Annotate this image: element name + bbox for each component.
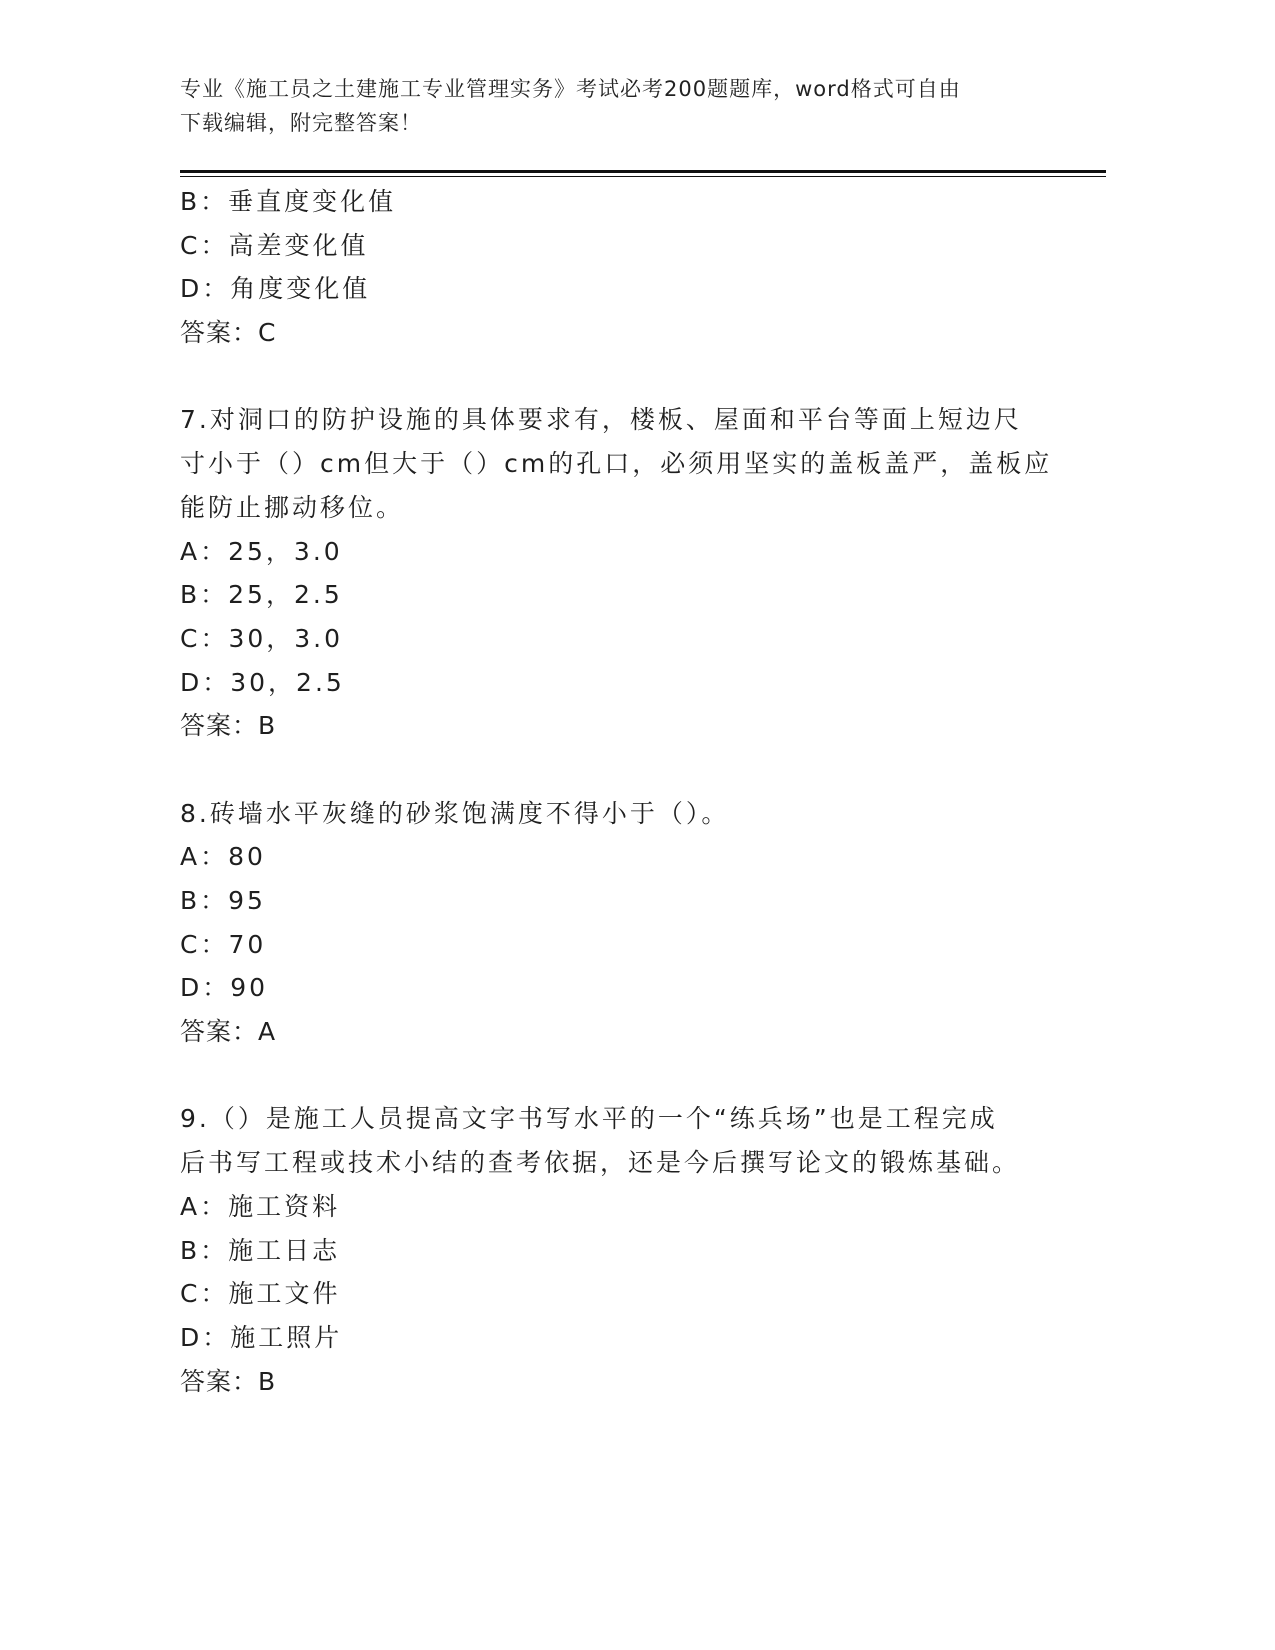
question-text-line: 9.（）是施工人员提高文字书写水平的一个“练兵场”也是工程完成 [180,1104,998,1134]
header-rule-thin [180,176,1106,177]
question-text-line: 能防止挪动移位。 [180,492,405,522]
question-text-line: 后书写工程或技术小结的查考依据，还是今后撰写论文的锻炼基础。 [180,1148,1021,1178]
option-a: A：25，3.0 [180,536,343,566]
option-c: C：高差变化值 [180,230,369,260]
question-block-7 [180,398,1080,748]
document-header [180,72,1080,140]
option-b: B：95 [180,886,266,915]
spacer [180,1054,1080,1098]
option-d: D：施工照片 [180,1322,343,1352]
option-d: D：角度变化值 [180,274,371,304]
question-text-line: 7.对洞口的防护设施的具体要求有，楼板、屋面和平台等面上短边尺 [180,405,1022,435]
header-line-1: 专业《施工员之土建施工专业管理实务》考试必考200题题库，word格式可自由 [180,77,961,101]
answer-label: 答案：B [180,1366,277,1396]
option-c: C：施工文件 [180,1279,341,1309]
option-b: B：垂直度变化值 [180,187,397,216]
option-a: A：80 [180,842,266,872]
option-a: A：施工资料 [180,1191,341,1221]
header-rule-thick [180,170,1106,173]
header-line-2: 下载编辑，附完整答案！ [180,111,422,135]
spacer [180,355,1080,399]
answer-label: 答案：A [180,1017,277,1047]
question-text-line: 寸小于（）cm但大于（）cm的孔口，必须用坚实的盖板盖严，盖板应 [180,449,1053,479]
option-c: C：30，3.0 [180,623,344,653]
spacer [180,748,1080,792]
question-block-8 [180,792,1080,1054]
option-c: C：70 [180,929,267,959]
option-d: D：30，2.5 [180,667,345,697]
question-block-6-tail [180,180,1080,355]
question-text-line: 8.砖墙水平灰缝的砂浆饱满度不得小于（）。 [180,798,730,828]
option-b: B：施工日志 [180,1235,341,1265]
question-list [180,180,1080,1403]
answer-label: 答案：C [180,318,277,348]
answer-label: 答案：B [180,711,277,741]
option-b: B：25，2.5 [180,580,343,610]
question-block-9 [180,1097,1080,1403]
option-d: D：90 [180,973,269,1003]
